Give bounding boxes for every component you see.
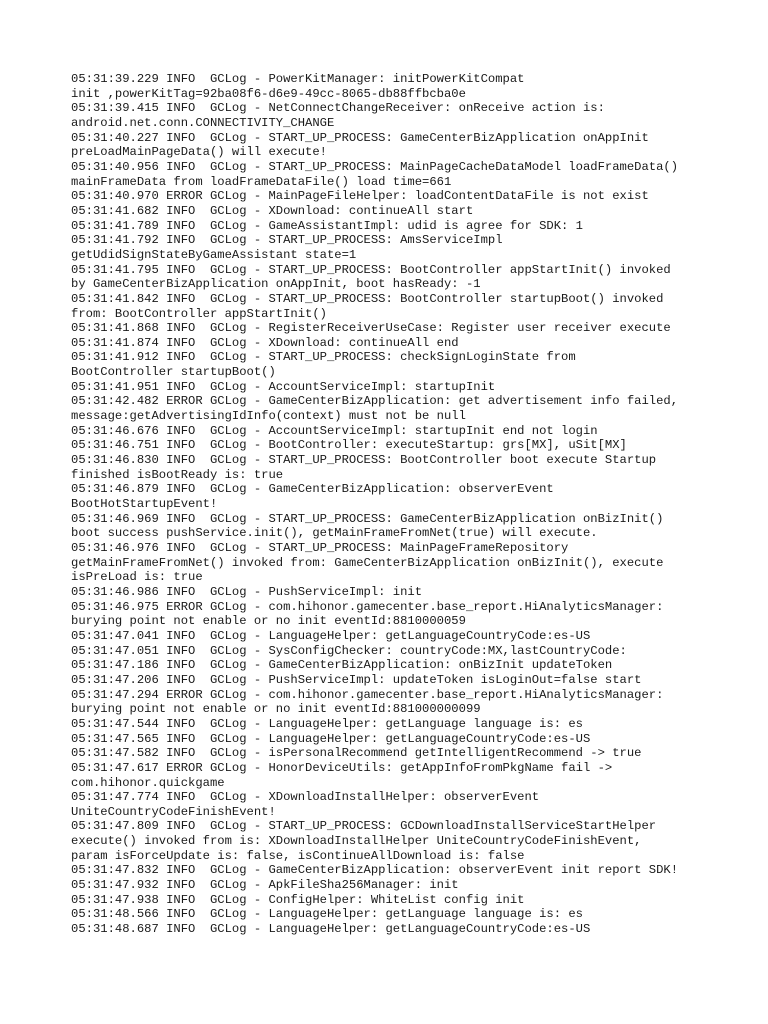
log-entry: 05:31:39.415 INFO GCLog - NetConnectChangeReceiver: onReceive action is: android.net.conn.CONNECTIVITY_CHANGE xyxy=(71,101,605,130)
log-entry: 05:31:41.951 INFO GCLog - AccountServiceImpl: startupInit xyxy=(71,379,496,394)
log-entry: 05:31:48.566 INFO GCLog - LanguageHelper: getLanguage language is: es xyxy=(71,907,583,922)
log-entry: 05:31:41.874 INFO GCLog - XDownload: continueAll end xyxy=(71,335,459,350)
log-entry: 05:31:46.976 INFO GCLog - START_UP_PROCESS: MainPageFrameRepository getMainFrameFromNet() invoked from: GameCenterBizApplication onBizInit(), execute isPreLoad is: true xyxy=(71,541,664,585)
log-entry: 05:31:41.789 INFO GCLog - GameAssistantImpl: udid is agree for SDK: 1 xyxy=(71,218,583,233)
log-entry: 05:31:46.986 INFO GCLog - PushServiceImpl: init xyxy=(71,584,423,599)
log-entry: 05:31:46.879 INFO GCLog - GameCenterBizApplication: observerEvent BootHotStartupEvent! xyxy=(71,482,554,512)
log-entry: 05:31:40.970 ERROR GCLog - MainPageFileHelper: loadContentDataFile is not exist xyxy=(71,189,649,204)
log-entry: 05:31:46.751 INFO GCLog - BootController: executeStartup: grs[MX], uSit[MX] xyxy=(71,438,627,453)
log-entry: 05:31:40.227 INFO GCLog - START_UP_PROCESS: GameCenterBizApplication onAppInit preLoadMainPageData() will execute! xyxy=(71,130,649,160)
log-entry: 05:31:47.932 INFO GCLog - ApkFileSha256Manager: init xyxy=(71,878,459,893)
log-entry: 05:31:40.956 INFO GCLog - START_UP_PROCESS: MainPageCacheDataModel loadFrameData() mainFrameData from loadFrameDataFile() load time=661 xyxy=(71,159,679,189)
log-entry: 05:31:41.792 INFO GCLog - START_UP_PROCESS: AmsServiceImpl getUdidSignStateByGameAssistant state=1 xyxy=(71,233,503,262)
log-entry: 05:31:47.617 ERROR GCLog - HonorDeviceUtils: getAppInfoFromPkgName fail -> com.hihonor.quickgame xyxy=(71,760,613,790)
log-entry: 05:31:47.186 INFO GCLog - GameCenterBizApplication: onBizInit updateToken xyxy=(71,658,613,673)
log-entry: 05:31:47.832 INFO GCLog - GameCenterBizApplication: observerEvent init report SDK! xyxy=(71,863,679,878)
log-entry: 05:31:47.294 ERROR GCLog - com.hihonor.gamecenter.base_report.HiAnalyticsManager: burying point not enable or no init eventId:881000000099 xyxy=(71,687,664,717)
log-entry: 05:31:46.830 INFO GCLog - START_UP_PROCESS: BootController boot execute Startup finished isBootReady is: true xyxy=(71,453,657,482)
log-entry: 05:31:48.687 INFO GCLog - LanguageHelper: getLanguageCountryCode:es-US xyxy=(71,922,591,937)
log-document xyxy=(71,72,761,937)
log-entry: 05:31:46.676 INFO GCLog - AccountServiceImpl: startupInit end not login xyxy=(71,423,598,438)
log-entry: 05:31:41.682 INFO GCLog - XDownload: continueAll start xyxy=(71,203,474,218)
log-entry: 05:31:39.229 INFO GCLog - PowerKitManager: initPowerKitCompat init ,powerKitTag=92ba08f6-d6e9-49cc-8065-db88ffbcba0e xyxy=(71,72,525,101)
log-entry: 05:31:47.206 INFO GCLog - PushServiceImpl: updateToken isLoginOut=false start xyxy=(71,672,642,687)
log-entry: 05:31:41.868 INFO GCLog - RegisterReceiverUseCase: Register user receiver execute xyxy=(71,321,671,336)
log-entry: 05:31:47.774 INFO GCLog - XDownloadInstallHelper: observerEvent UniteCountryCodeFinishEvent! xyxy=(71,790,540,819)
log-entry: 05:31:47.544 INFO GCLog - LanguageHelper: getLanguage language is: es xyxy=(71,716,583,731)
log-entry: 05:31:46.969 INFO GCLog - START_UP_PROCESS: GameCenterBizApplication onBizInit() boot success pushService.init(), getMainFrameFromNet(true) will execute. xyxy=(71,511,664,541)
log-entry: 05:31:42.482 ERROR GCLog - GameCenterBizApplication: get advertisement info failed, message:getAdvertisingIdInfo(context) must not be null xyxy=(71,394,679,424)
log-entry: 05:31:47.809 INFO GCLog - START_UP_PROCESS: GCDownloadInstallServiceStartHelper execute() invoked from is: XDownloadInstallHelper UniteCountryCodeFinishEvent, param isForceUpdate is: false, isContinueAllDownload is: false xyxy=(71,819,657,863)
log-entry: 05:31:47.051 INFO GCLog - SysConfigChecker: countryCode:MX,lastCountryCode: xyxy=(71,643,627,658)
log-entry: 05:31:47.938 INFO GCLog - ConfigHelper: WhiteList config init xyxy=(71,892,525,907)
log-entry: 05:31:41.842 INFO GCLog - START_UP_PROCESS: BootController startupBoot() invoked from: BootController appStartInit() xyxy=(71,291,664,321)
log-entry: 05:31:47.041 INFO GCLog - LanguageHelper: getLanguageCountryCode:es-US xyxy=(71,628,591,643)
log-entry: 05:31:47.565 INFO GCLog - LanguageHelper: getLanguageCountryCode:es-US xyxy=(71,731,591,746)
log-entry: 05:31:41.912 INFO GCLog - START_UP_PROCESS: checkSignLoginState from BootController startupBoot() xyxy=(71,350,576,380)
log-entry: 05:31:41.795 INFO GCLog - START_UP_PROCESS: BootController appStartInit() invoked by GameCenterBizApplication onAppInit, boot hasReady: -1 xyxy=(71,262,671,292)
log-entry: 05:31:46.975 ERROR GCLog - com.hihonor.gamecenter.base_report.HiAnalyticsManager: burying point not enable or no init eventId:8810000059 xyxy=(71,599,664,629)
log-entry: 05:31:47.582 INFO GCLog - isPersonalRecommend getIntelligentRecommend -> true xyxy=(71,746,642,761)
